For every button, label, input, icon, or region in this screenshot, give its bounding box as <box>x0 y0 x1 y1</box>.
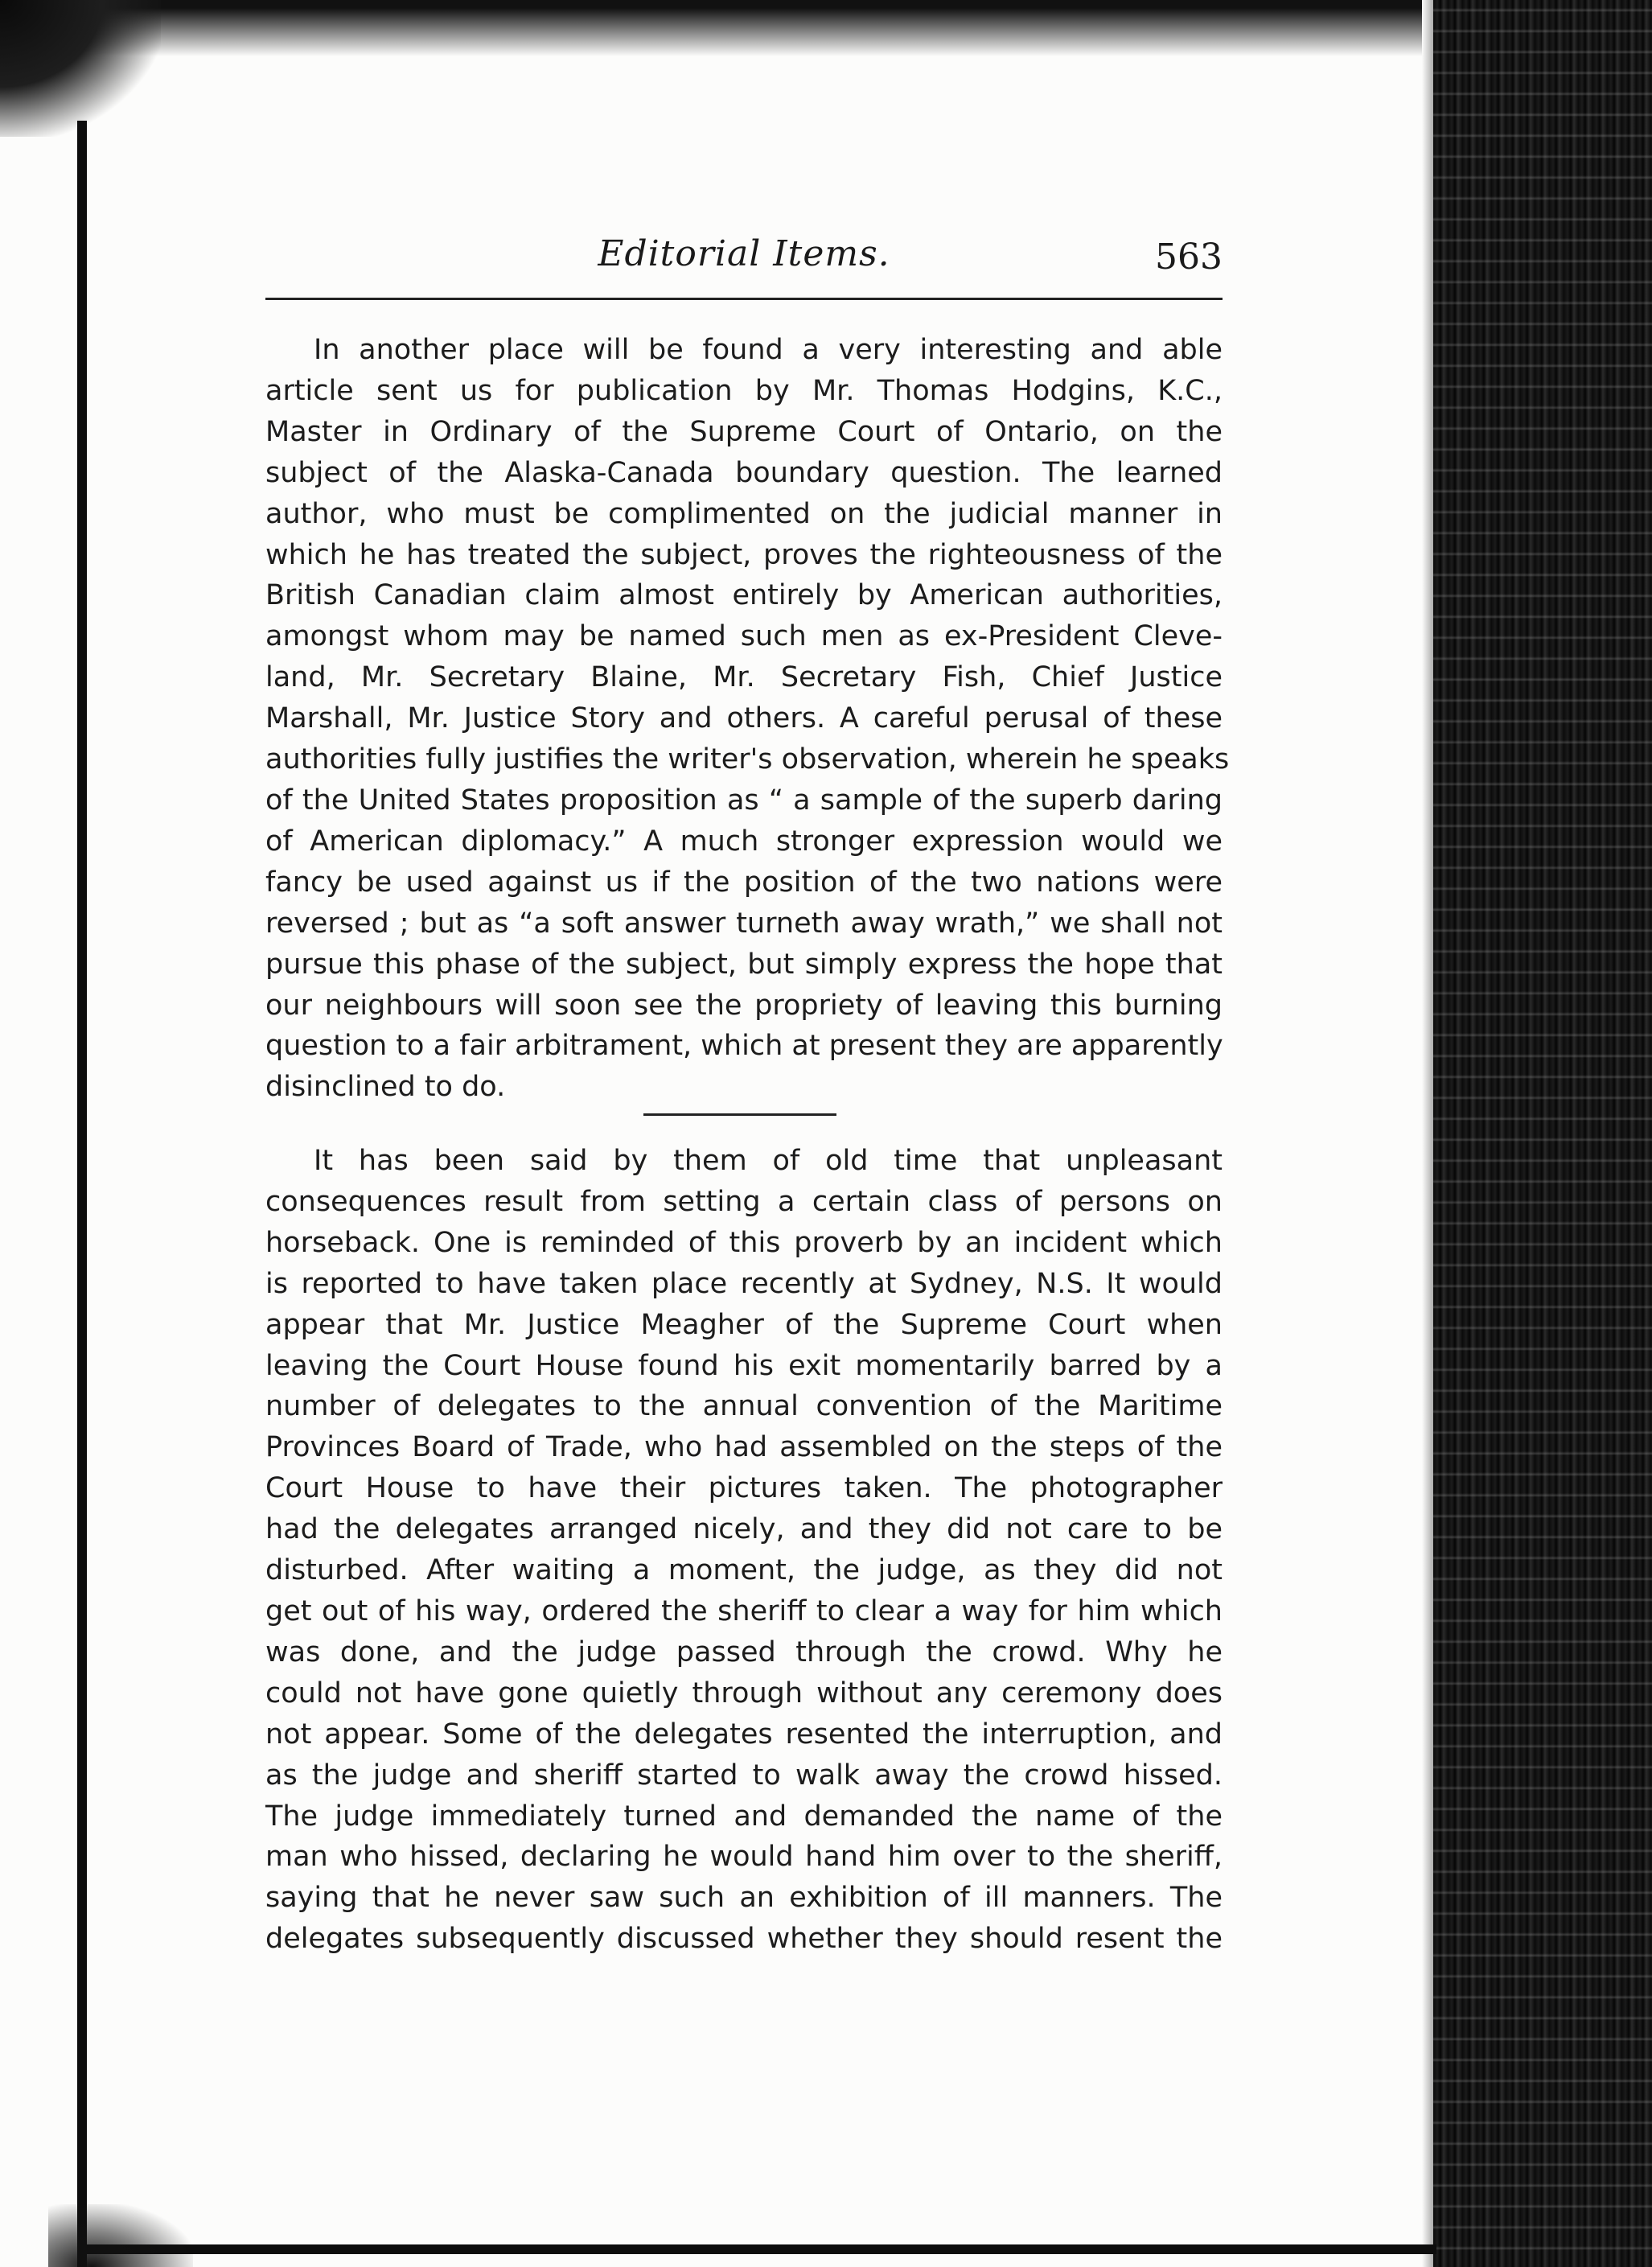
text-line: of American diplomacy.” A much stronger expression would we <box>265 825 1223 858</box>
text-line: was done, and the judge passed through the crowd. Why he <box>265 1635 1223 1668</box>
running-head <box>265 227 1223 288</box>
text-line: question to a fair arbitrament, which at present they are apparently <box>265 1030 1223 1063</box>
text-line: fancy be used against us if the position of the two nations were <box>265 866 1223 899</box>
text-line: had the delegates arranged nicely, and they did not care to be <box>265 1513 1223 1546</box>
text-line: number of delegates to the annual convention of the Maritime <box>265 1390 1223 1423</box>
text-line: pursue this phase of the subject, but simply express the hope that <box>265 948 1223 981</box>
text-line: disinclined to do. <box>265 1071 506 1104</box>
text-line: It has been said by them of old time that unpleasant <box>314 1145 1223 1177</box>
scan-book-edge-texture <box>1433 0 1652 2267</box>
section-divider <box>643 1113 836 1116</box>
text-line: consequences result from setting a certain class of persons on <box>265 1185 1223 1218</box>
text-line: Provinces Board of Trade, who had assembled on the steps of the <box>265 1431 1223 1464</box>
text-line: saying that he never saw such an exhibition of ill manners. The <box>265 1882 1223 1915</box>
text-line: subject of the Alaska-Canada boundary question. The learned <box>265 456 1223 489</box>
text-line: Master in Ordinary of the Supreme Court of Ontario, on the <box>265 415 1223 448</box>
text-line: British Canadian claim almost entirely by American authorities, <box>265 579 1223 612</box>
text-line: of the United States proposition as “ a sample of the superb daring <box>265 784 1223 817</box>
scan-edge-left <box>77 121 87 2267</box>
text-line: reversed ; but as “a soft answer turneth away wrath,” we shall not <box>265 907 1223 940</box>
text-line: man who hissed, declaring he would hand him over to the sheriff, <box>265 1841 1223 1874</box>
text-line: authorities fully justifies the writer's observation, wherein he speaks <box>265 743 1230 776</box>
text-line: article sent us for publication by Mr. Thomas Hodgins, K.C., <box>265 374 1223 407</box>
text-line: land, Mr. Secretary Blaine, Mr. Secretary Fish, Chief Justice <box>265 661 1223 694</box>
header-rule <box>265 298 1223 300</box>
paragraph-sydney-incident <box>265 1141 1223 1960</box>
scan-corner-bottom-left <box>48 2204 193 2267</box>
scan-corner-top-left <box>0 0 161 137</box>
text-line: Court House to have their pictures taken. The photographer <box>265 1472 1223 1505</box>
scan-edge-top <box>0 0 1433 56</box>
text-line: The judge immediately turned and demanded the name of the <box>265 1800 1223 1833</box>
text-line: disturbed. After waiting a moment, the judge, as they did not <box>265 1554 1223 1587</box>
text-line: horseback. One is reminded of this proverb by an incident which <box>265 1226 1223 1259</box>
text-line: Marshall, Mr. Justice Story and others. A careful perusal of these <box>265 702 1223 735</box>
scan-edge-bottom <box>77 2244 1436 2254</box>
text-line: as the judge and sheriff started to walk away the crowd hissed. <box>265 1759 1223 1792</box>
text-line: In another place will be found a very interesting and able <box>314 334 1223 366</box>
text-line: author, who must be complimented on the judicial manner in <box>265 497 1223 530</box>
text-line: not appear. Some of the delegates resented the interruption, and <box>265 1718 1223 1751</box>
text-line: appear that Mr. Justice Meagher of the Supreme Court when <box>265 1308 1223 1341</box>
text-line: leaving the Court House found his exit momentarily barred by a <box>265 1349 1223 1382</box>
text-line: could not have gone quietly through without any ceremony does <box>265 1677 1223 1710</box>
text-line: delegates subsequently discussed whether they should resent the <box>265 1923 1223 1956</box>
paragraph-alaska-boundary <box>265 330 1230 1108</box>
page-number: 563 <box>1155 237 1223 278</box>
running-head-title: Editorial Items. <box>598 233 890 274</box>
text-line: our neighbours will soon see the propriety of leaving this burning <box>265 989 1223 1022</box>
text-line: get out of his way, ordered the sheriff to clear a way for him which <box>265 1594 1223 1627</box>
text-line: is reported to have taken place recently at Sydney, N.S. It would <box>265 1267 1223 1300</box>
text-line: amongst whom may be named such men as ex-President Cleve- <box>265 620 1223 653</box>
text-line: which he has treated the subject, proves the righteousness of the <box>265 538 1223 571</box>
